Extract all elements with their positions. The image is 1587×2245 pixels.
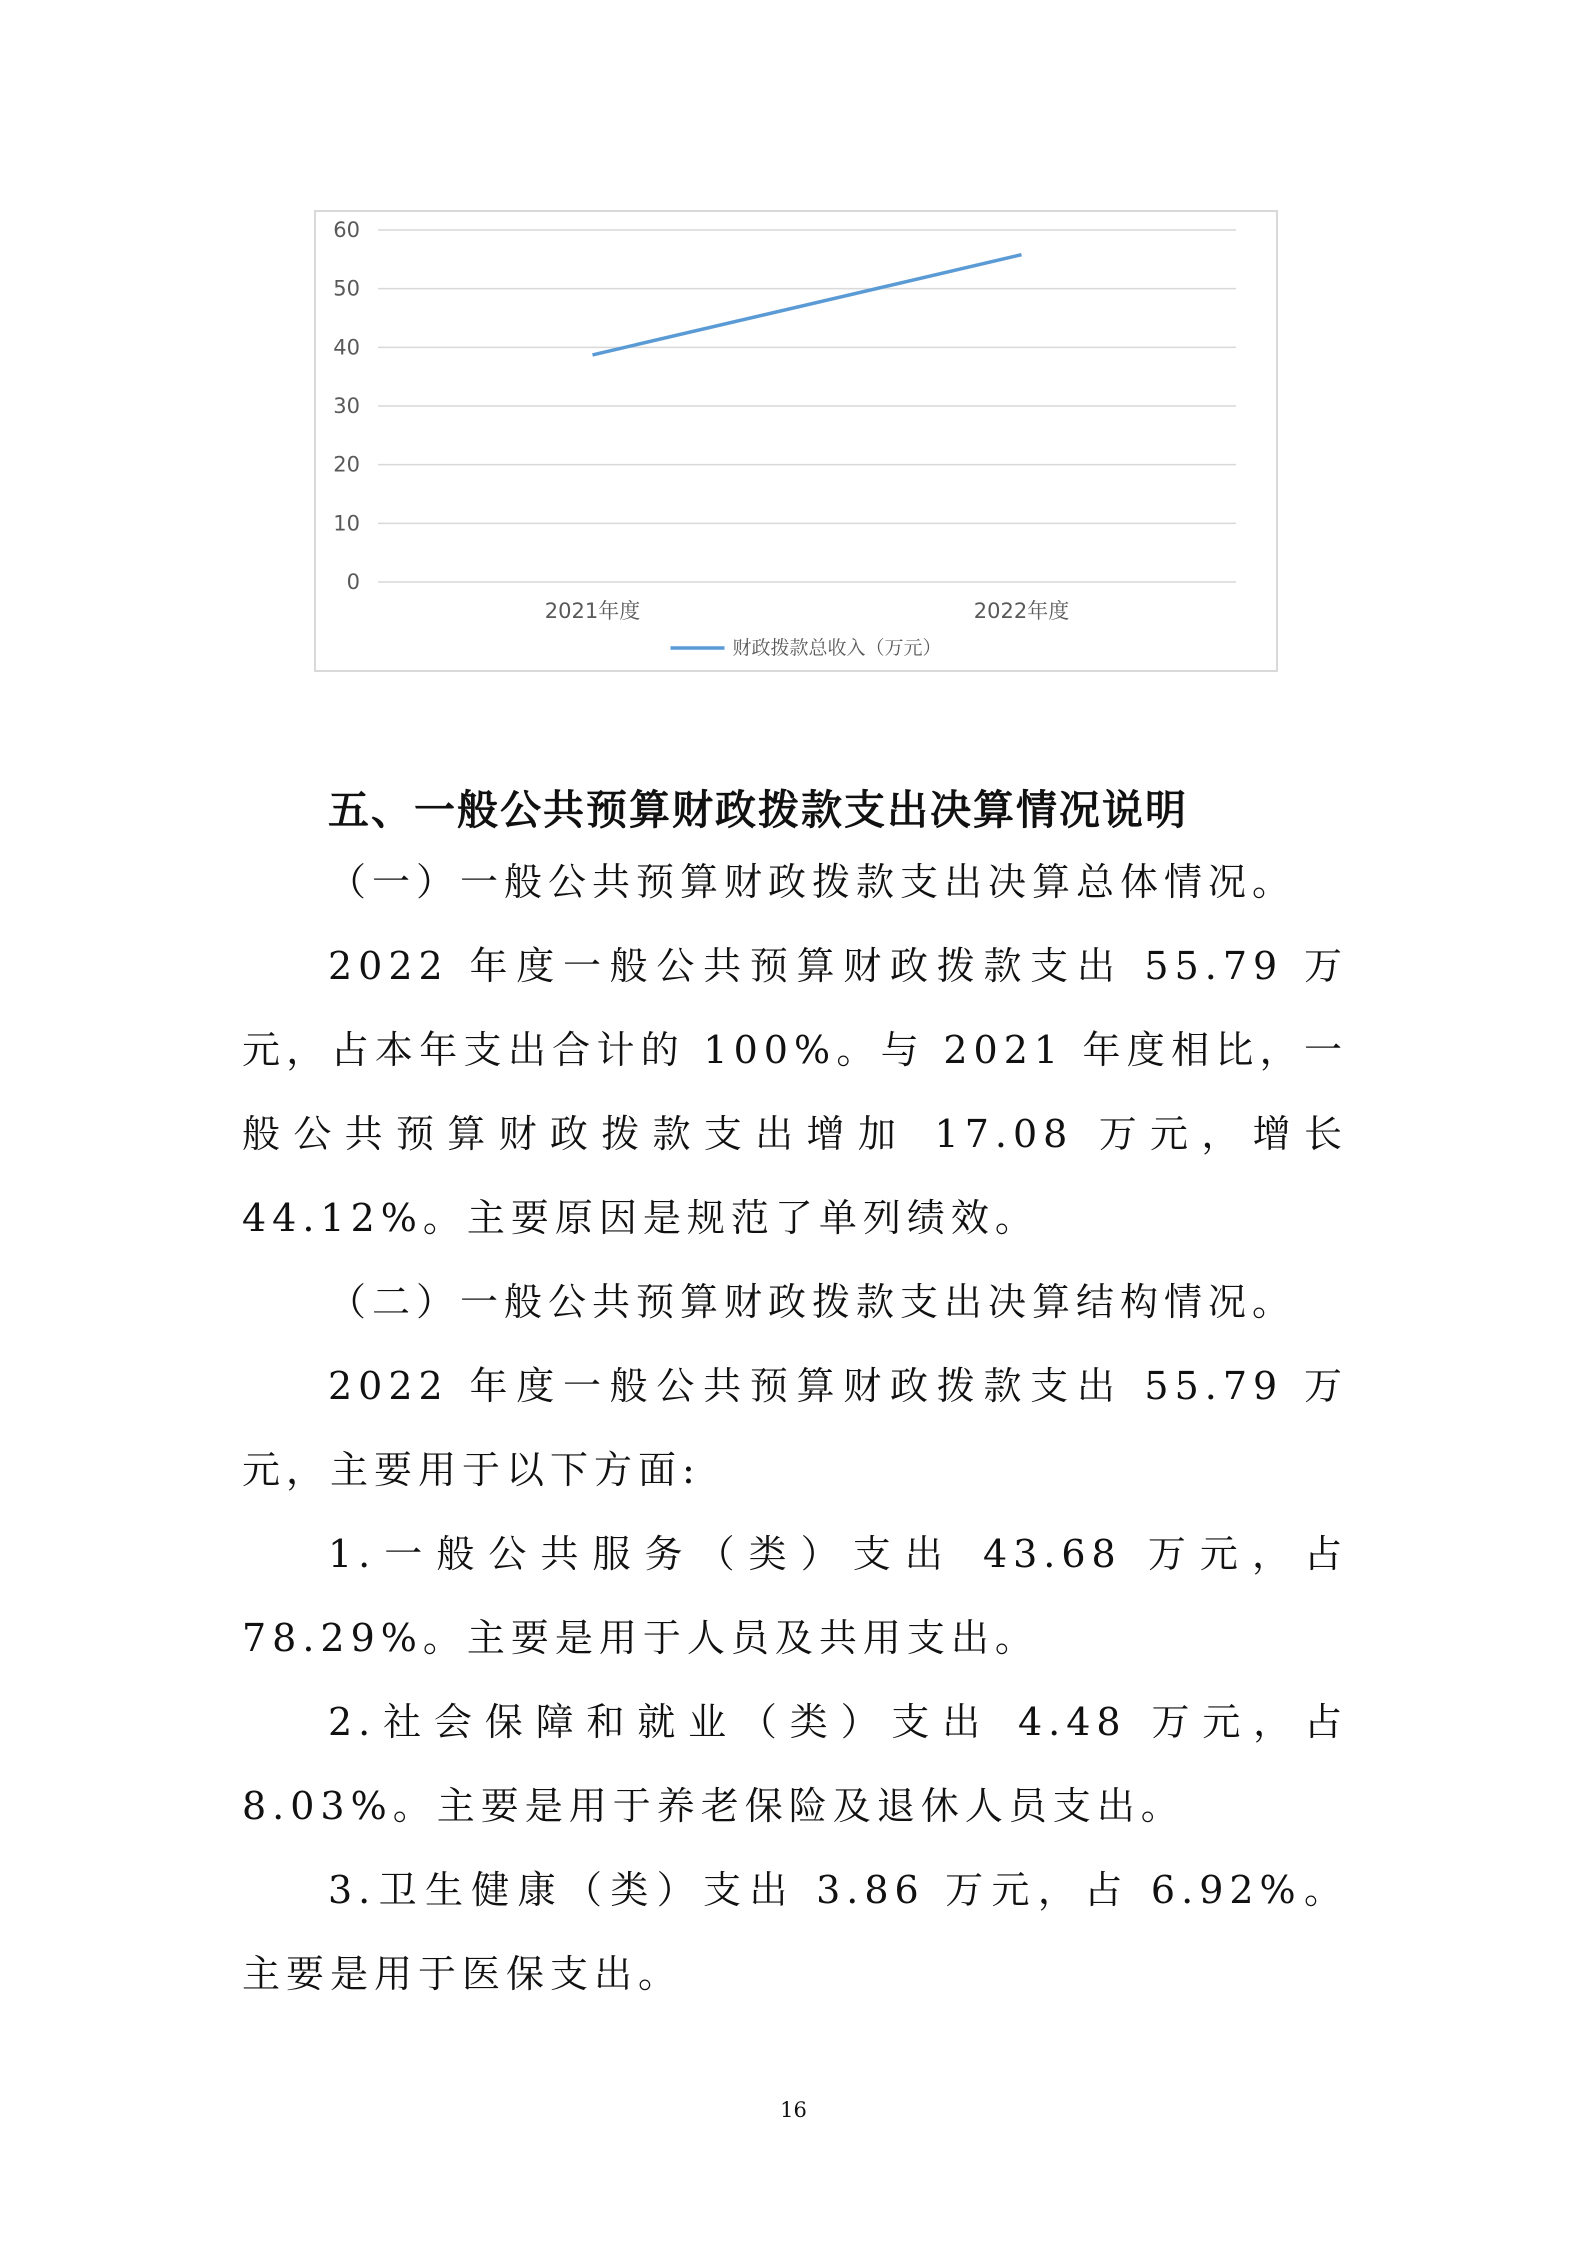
series-line <box>593 255 1022 355</box>
document-body <box>242 780 1348 2016</box>
y-tick-label: 40 <box>333 335 360 360</box>
subheading-overall: （一）一般公共预算财政拨款支出决算总体情况。 <box>328 860 1297 904</box>
income-line-chart <box>314 210 1278 672</box>
y-tick-label: 30 <box>333 394 360 418</box>
y-tick-label: 10 <box>333 511 360 536</box>
list-item-general-public-services: 1.一般公共服务（类）支出 43.68 万元，占 78.29%。主要是用于人员及共用支出。 <box>242 1532 1348 1660</box>
y-tick-label: 20 <box>333 452 360 477</box>
section-heading: 五、一般公共预算财政拨款支出决算情况说明 <box>328 786 1188 834</box>
paragraph-structure: 2022 年度一般公共预算财政拨款支出 55.79 万元，主要用于以下方面: <box>242 1364 1348 1492</box>
list-item-health: 3.卫生健康（类）支出 3.86 万元，占 6.92%。主要是用于医保支出。 <box>242 1868 1348 1996</box>
paragraph-overall: 2022 年度一般公共预算财政拨款支出 55.79 万元，占本年支出合计的 100%。与 2021 年度相比，一般公共预算财政拨款支出增加 17.08 万元，增长 44.12%。主要原因是规范了单列绩效。 <box>242 944 1348 1240</box>
x-tick-label: 2022年度 <box>973 599 1070 623</box>
subheading-structure: （二）一般公共预算财政拨款支出决算结构情况。 <box>328 1280 1297 1324</box>
legend-label: 财政拨款总收入（万元） <box>732 637 942 659</box>
y-tick-label: 60 <box>333 218 360 242</box>
chart-svg <box>316 212 1276 670</box>
y-tick-label: 0 <box>346 570 360 594</box>
page-number: 16 <box>780 2098 807 2122</box>
x-tick-label: 2021年度 <box>544 599 641 623</box>
y-tick-label: 50 <box>333 276 360 301</box>
list-item-social-security: 2.社会保障和就业（类）支出 4.48 万元，占 8.03%。主要是用于养老保险及退休人员支出。 <box>242 1700 1348 1828</box>
